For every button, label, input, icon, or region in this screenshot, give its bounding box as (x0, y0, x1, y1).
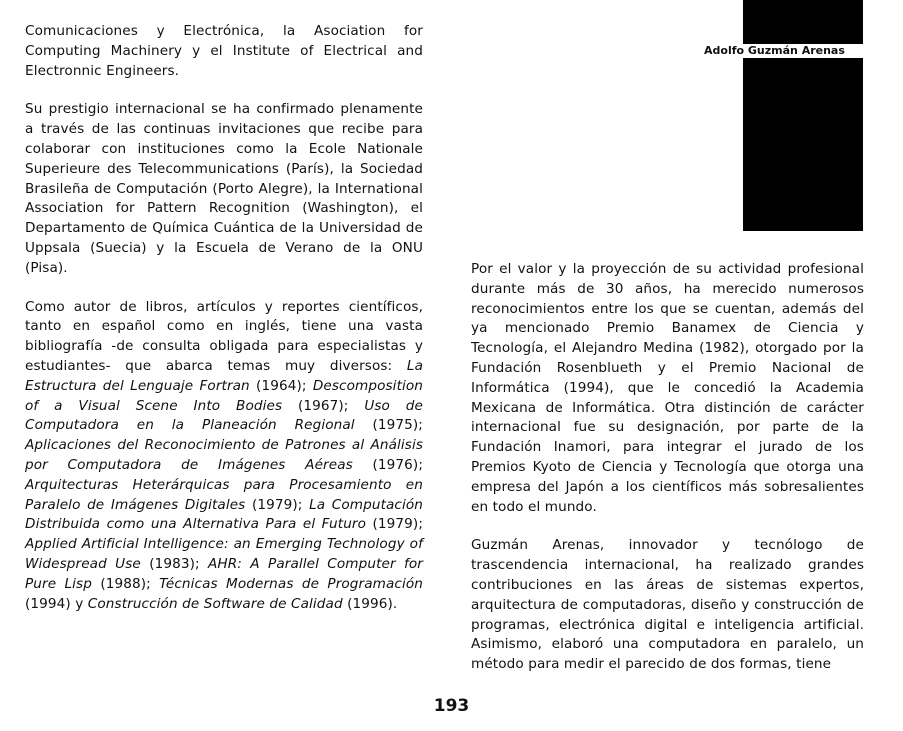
work-title: Técnicas Modernas de Programación (159, 575, 424, 592)
work-title: AHR: A Parallel Computer for Pure Lisp (25, 555, 423, 592)
paragraph: Comunicaciones y Electrónica, la Asociation for Computing Machinery y el Institute of Electrical and Electronnic Engineers. (25, 23, 423, 79)
work-year: (1979); (245, 496, 310, 513)
work-title: Applied Artificial Intelligence: an Emerging Technology of Widespread Use (25, 536, 423, 572)
work-year: (1988); (91, 575, 160, 592)
work-title: Aplicaciones del Reconocimiento de Patrones al Análisis por Computadora de Imágenes Aéreas (25, 437, 423, 473)
work-year: (1964); (249, 377, 313, 394)
photo-caption: Adolfo Guzmán Arenas (703, 44, 864, 58)
right-column (471, 260, 864, 675)
work-year: (1979); (366, 516, 423, 533)
left-column (25, 22, 423, 614)
work-title: La Computación Distribuida como una Alternativa Para el Futuro (25, 496, 424, 533)
work-year: (1967); (282, 397, 365, 414)
bibliography-paragraph (25, 298, 423, 615)
page-number: 193 (433, 696, 470, 716)
work-year: (1975); (354, 417, 423, 434)
bibliography-intro: Como autor de libros, artículos y reportes científicos, tanto en español como en inglés, tiene una vasta bibliografía -de consulta obligada para especialistas y estudiantes- que abarca temas muy diversos: (25, 298, 423, 374)
work-year: (1976); (352, 456, 423, 473)
work-title: La Estructura del Lenguaje Fortran (25, 357, 423, 394)
work-year: (1983); (140, 555, 209, 572)
work-title: Arquitecturas Heterárquicas para Procesamiento en Paralelo de Imágenes Digitales (25, 476, 423, 513)
work-title: Descomposition of a Visual Scene Into Bodies (25, 377, 424, 414)
work-title: Uso de Computadora en la Planeación Regional (25, 397, 423, 434)
paragraph: Su prestigio internacional se ha confirmado plenamente a través de las continuas invitaciones que recibe para colaborar con instituciones como la Ecole Nationale Superieure des Telecommunications (París), la Sociedad Brasileña de Computación (Porto Alegre), la International Association for Pattern Recognition (Washington), el Departamento de Química Cuántica de la Universidad de Uppsala (Suecia) y la Escuela de Verano de la ONU (Pisa). (25, 101, 423, 276)
portrait-photo (743, 0, 863, 231)
paragraph: Por el valor y la proyección de su actividad profesional durante más de 30 años, ha merecido numerosos reconocimientos entre los que se cuentan, además del ya mencionado Premio Banamex de Ciencia y Tecnología, el Alejandro Medina (1982), otorgado por la Fundación Rosenblueth y el Premio Nacional de Informática (1994), que le concedió la Academia Mexicana de Informática. Otra distinción de carácter internacional fue su designación, por parte de la Fundación Inamori, para integrar el jurado de los Premios Kyoto de Ciencia y Tecnología que otorga una empresa del Japón a los científicos más sobresalientes en todo el mundo. (471, 261, 864, 515)
work-title: Construcción de Software de Calidad (87, 595, 343, 612)
work-year: (1994) y (25, 595, 88, 612)
paragraph: Guzmán Arenas, innovador y tecnólogo de trascendencia internacional, ha realizado grandes contribuciones en las áreas de sistemas expertos, arquitectura de computadoras, diseño y construcción de programas, electrónica digital e inteligencia artificial. Asimismo, elaboró una computadora en paralelo, un método para medir el parecido de dos formas, tiene (471, 537, 864, 673)
work-year: (1996). (342, 595, 398, 612)
